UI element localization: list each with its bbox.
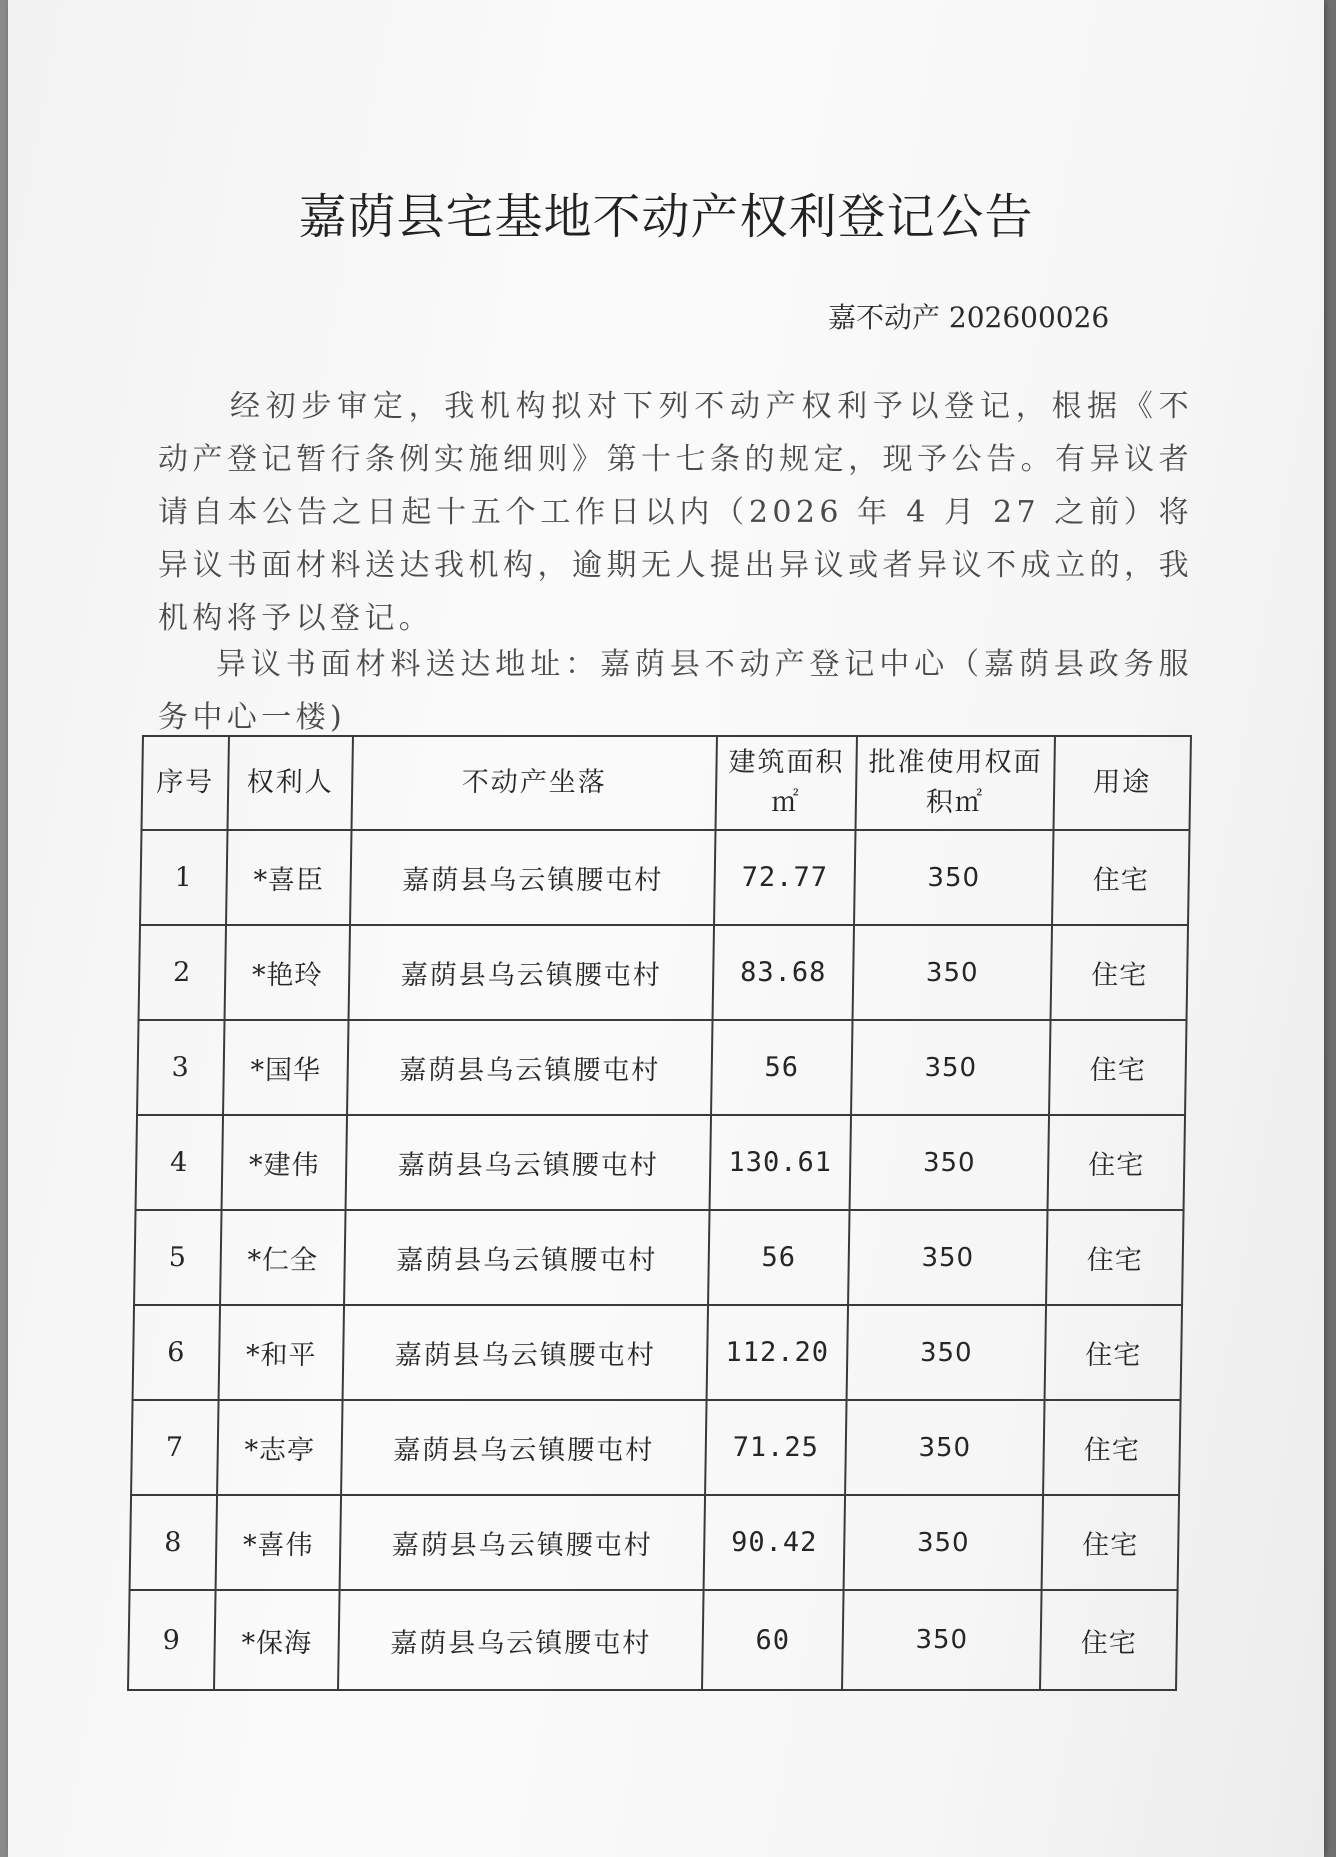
table-row <box>131 1400 1180 1495</box>
cell-approved-area: 350 <box>850 1115 1049 1210</box>
cell-location: 嘉荫县乌云镇腰屯村 <box>340 1495 705 1590</box>
cell-location: 嘉荫县乌云镇腰屯村 <box>343 1305 708 1400</box>
table-row <box>137 1020 1186 1115</box>
cell-usage: 住宅 <box>1051 925 1188 1020</box>
cell-location: 嘉荫县乌云镇腰屯村 <box>338 1590 704 1690</box>
cell-owner: *艳玲 <box>225 925 350 1020</box>
objection-address-paragraph: 异议书面材料送达地址：嘉荫县不动产登记中心（嘉荫县政务服务中心一楼) <box>158 647 1193 735</box>
header-building-area: 建筑面积㎡ <box>716 736 857 830</box>
cell-location: 嘉荫县乌云镇腰屯村 <box>347 1020 712 1115</box>
cell-owner: *建伟 <box>222 1115 347 1210</box>
cell-location: 嘉荫县乌云镇腰屯村 <box>344 1210 709 1305</box>
cell-building-area: 83.68 <box>713 925 854 1020</box>
cell-building-area: 71.25 <box>705 1400 846 1495</box>
cell-building-area: 56 <box>711 1020 852 1115</box>
cell-usage: 住宅 <box>1049 1020 1186 1115</box>
cell-approved-area: 350 <box>854 830 1053 925</box>
cell-approved-area: 350 <box>851 1020 1050 1115</box>
cell-building-area: 90.42 <box>704 1495 845 1590</box>
cell-approved-area: 350 <box>853 925 1052 1020</box>
cell-owner: *和平 <box>219 1305 344 1400</box>
cell-seq: 3 <box>137 1020 224 1115</box>
cell-seq: 2 <box>139 925 226 1020</box>
cell-usage: 住宅 <box>1042 1495 1179 1590</box>
header-usage: 用途 <box>1054 736 1191 830</box>
cell-building-area: 60 <box>702 1590 844 1690</box>
cell-usage: 住宅 <box>1045 1305 1182 1400</box>
cell-approved-area: 350 <box>844 1495 1043 1590</box>
cell-owner: *保海 <box>214 1590 340 1690</box>
cell-approved-area: 350 <box>848 1210 1047 1305</box>
cell-seq: 8 <box>130 1495 217 1590</box>
cell-usage: 住宅 <box>1043 1400 1180 1495</box>
document-number: 嘉不动产 202600026 <box>828 301 1110 334</box>
header-seq: 序号 <box>142 736 229 830</box>
cell-approved-area: 350 <box>845 1400 1044 1495</box>
cell-usage: 住宅 <box>1040 1590 1178 1690</box>
cell-building-area: 56 <box>708 1210 849 1305</box>
cell-owner: *志亭 <box>217 1400 342 1495</box>
table-row <box>136 1115 1185 1210</box>
cell-building-area: 72.77 <box>714 830 855 925</box>
cell-owner: *喜伟 <box>216 1495 341 1590</box>
cell-usage: 住宅 <box>1052 830 1189 925</box>
cell-owner: *仁全 <box>220 1210 345 1305</box>
cell-location: 嘉荫县乌云镇腰屯村 <box>350 830 715 925</box>
table-row <box>128 1590 1178 1690</box>
registration-table <box>127 735 1192 1691</box>
header-location: 不动产坐落 <box>352 736 717 830</box>
cell-building-area: 112.20 <box>707 1305 848 1400</box>
cell-approved-area: 350 <box>842 1590 1042 1690</box>
table-row <box>130 1495 1179 1590</box>
table-row <box>139 925 1188 1020</box>
cell-owner: *喜臣 <box>226 830 351 925</box>
cell-approved-area: 350 <box>847 1305 1046 1400</box>
cell-seq: 6 <box>133 1305 220 1400</box>
table-header-row <box>142 736 1191 830</box>
cell-owner: *国华 <box>223 1020 348 1115</box>
table-row <box>133 1305 1182 1400</box>
cell-usage: 住宅 <box>1046 1210 1183 1305</box>
cell-building-area: 130.61 <box>710 1115 851 1210</box>
header-approved-area: 批准使用权面积㎡ <box>856 736 1055 830</box>
cell-usage: 住宅 <box>1048 1115 1185 1210</box>
document-title: 嘉荫县宅基地不动产权利登记公告 <box>298 189 1034 245</box>
header-owner: 权利人 <box>228 736 353 830</box>
cell-location: 嘉荫县乌云镇腰屯村 <box>341 1400 706 1495</box>
notice-paper <box>8 0 1324 1857</box>
cell-seq: 7 <box>131 1400 218 1495</box>
table-row <box>134 1210 1183 1305</box>
cell-seq: 1 <box>140 830 227 925</box>
cell-seq: 5 <box>134 1210 221 1305</box>
cell-seq: 4 <box>136 1115 223 1210</box>
cell-seq: 9 <box>128 1590 216 1690</box>
notice-paragraph: 经初步审定，我机构拟对下列不动产权利予以登记，根据《不动产登记暂行条例实施细则》第十七条的规定，现予公告。有异议者请自本公告之日起十五个工作日以内（2026 年 4 月 27 之前）将异议书面材料送达我机构，逾期无人提出异议或者异议不成立的，我机构将予以登记。 <box>158 389 1193 636</box>
cell-location: 嘉荫县乌云镇腰屯村 <box>346 1115 711 1210</box>
table-row <box>140 830 1189 925</box>
cell-location: 嘉荫县乌云镇腰屯村 <box>349 925 714 1020</box>
